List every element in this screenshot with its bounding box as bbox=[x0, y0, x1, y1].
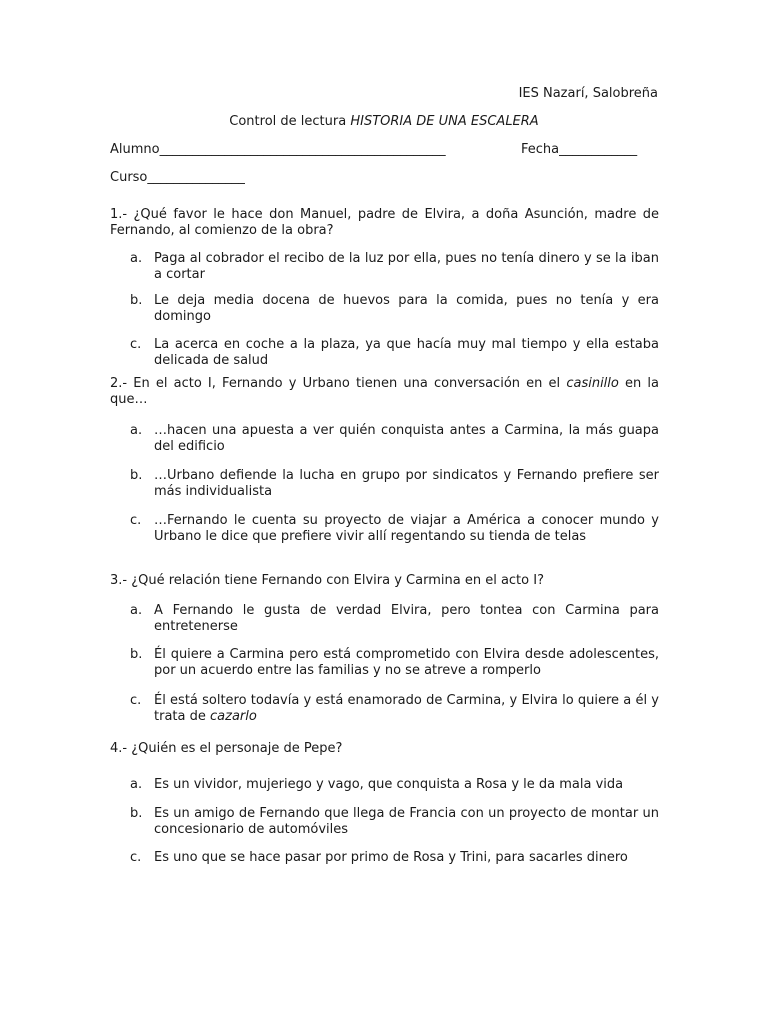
option-2b bbox=[130, 468, 659, 500]
option-letter: a. bbox=[130, 603, 143, 618]
option-text: …Urbano defiende la lucha en grupo por sindicatos y Fernando prefiere ser más individualista bbox=[154, 468, 659, 499]
option-text: Es un amigo de Fernando que llega de Francia con un proyecto de montar un concesionario de automóviles bbox=[154, 806, 659, 837]
option-3a bbox=[130, 603, 659, 635]
option-text: La acerca en coche a la plaza, ya que hacía muy mal tiempo y ella estaba delicada de salud bbox=[154, 337, 659, 368]
option-text: Le deja media docena de huevos para la comida, pues no tenía y era domingo bbox=[154, 293, 659, 324]
fecha-field: Fecha____________ bbox=[521, 142, 638, 157]
option-letter: c. bbox=[130, 337, 142, 352]
option-4a bbox=[130, 777, 659, 793]
option-text: Es uno que se hace pasar por primo de Rosa y Trini, para sacarles dinero bbox=[154, 850, 628, 865]
document-title bbox=[0, 114, 768, 130]
option-4c bbox=[130, 850, 659, 866]
option-3b bbox=[130, 647, 659, 679]
question-3: 3.- ¿Qué relación tiene Fernando con Elvira y Carmina en el acto I? bbox=[110, 573, 544, 588]
option-1b bbox=[130, 293, 659, 325]
question-1-options bbox=[130, 251, 659, 369]
question-4-options bbox=[130, 777, 659, 866]
question-2-italic-term: casinillo bbox=[566, 376, 619, 391]
option-text: …hacen una apuesta a ver quién conquista antes a Carmina, la más guapa del edificio bbox=[154, 423, 659, 454]
option-2a bbox=[130, 423, 659, 455]
option-text: Es un vividor, mujeriego y vago, que conquista a Rosa y le da mala vida bbox=[154, 777, 624, 792]
option-letter: b. bbox=[130, 468, 143, 483]
option-2c bbox=[130, 513, 659, 545]
question-2-text-end: en la que… bbox=[110, 376, 659, 407]
question-2-text-start: 2.- En el acto I, Fernando y Urbano tienen una conversación en el bbox=[110, 376, 567, 391]
option-letter: b. bbox=[130, 806, 143, 821]
option-1c bbox=[130, 337, 659, 369]
option-3c bbox=[130, 693, 659, 725]
question-2-options bbox=[130, 423, 659, 545]
option-letter: b. bbox=[130, 293, 143, 308]
question-3-options bbox=[130, 603, 659, 725]
option-letter: b. bbox=[130, 647, 143, 662]
title-prefix: Control de lectura bbox=[229, 114, 351, 129]
option-text: Él quiere a Carmina pero está comprometido con Elvira desde adolescentes, por un acuerdo entre las familias y no se atreve a romperlo bbox=[154, 647, 659, 678]
option-italic-term: cazarlo bbox=[210, 709, 257, 724]
school-name: IES Nazarí, Salobreña bbox=[518, 86, 658, 101]
option-letter: c. bbox=[130, 513, 142, 528]
title-work: HISTORIA DE UNA ESCALERA bbox=[350, 114, 539, 129]
option-letter: a. bbox=[130, 777, 143, 792]
curso-field: Curso_______________ bbox=[110, 170, 245, 185]
option-letter: a. bbox=[130, 251, 143, 266]
option-text-start: Él está soltero todavía y está enamorado de Carmina, y Elvira lo quiere a él y trata de bbox=[154, 693, 659, 724]
option-letter: c. bbox=[130, 850, 142, 865]
option-text: …Fernando le cuenta su proyecto de viajar a América a conocer mundo y Urbano le dice que prefiere vivir allí regentando su tienda de telas bbox=[154, 513, 659, 544]
option-1a bbox=[130, 251, 659, 283]
question-4: 4.- ¿Quién es el personaje de Pepe? bbox=[110, 741, 343, 756]
question-1: 1.- ¿Qué favor le hace don Manuel, padre de Elvira, a doña Asunción, madre de Fernando, al comienzo de la obra? bbox=[110, 207, 659, 238]
option-letter: c. bbox=[130, 693, 142, 708]
option-4b bbox=[130, 806, 659, 838]
option-text: Paga al cobrador el recibo de la luz por ella, pues no tenía dinero y se la iban a cortar bbox=[154, 251, 659, 282]
option-text: A Fernando le gusta de verdad Elvira, pero tontea con Carmina para entretenerse bbox=[154, 603, 659, 634]
option-letter: a. bbox=[130, 423, 143, 438]
question-2 bbox=[110, 376, 659, 408]
alumno-field: Alumno____________________________________________ bbox=[110, 142, 446, 157]
